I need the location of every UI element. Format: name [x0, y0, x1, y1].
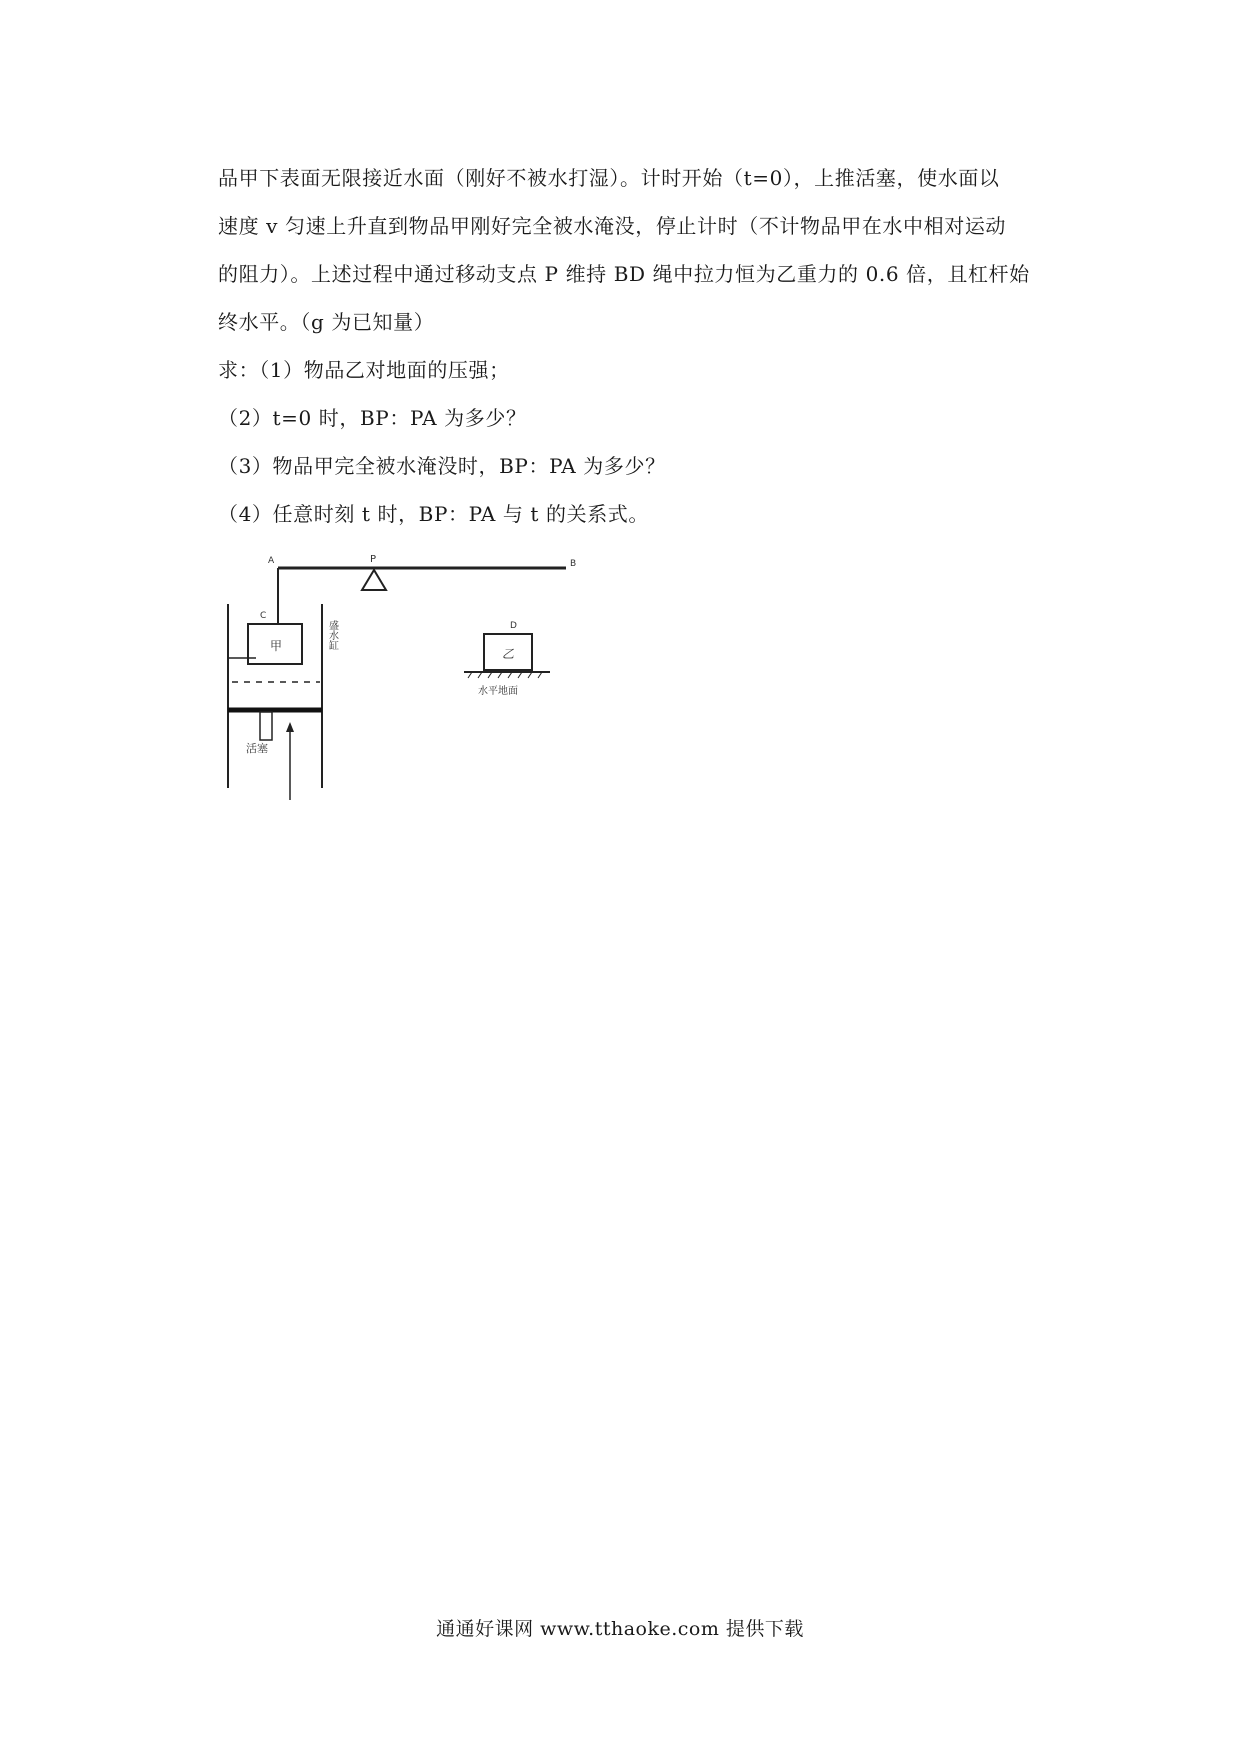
- problem-text: [218, 154, 1058, 538]
- label-piston: 活塞: [246, 742, 268, 755]
- question-2: （2）t=0 时，BP：PA 为多少？: [218, 406, 527, 430]
- lever-diagram-svg: [210, 548, 630, 800]
- paragraph-line: 品甲下表面无限接近水面（刚好不被水打湿）。计时开始（t=0），上推活塞，使水面以: [218, 166, 1000, 190]
- piston-rod: [260, 712, 272, 740]
- label-a: A: [268, 556, 275, 566]
- paragraph-line: 的阻力）。上述过程中通过移动支点 P 维持 BD 绳中拉力恒为乙重力的 0.6 倍，且杠杆始: [218, 262, 1030, 286]
- paragraph-line: 速度 v 匀速上升直到物品甲刚好完全被水淹没，停止计时（不计物品甲在水中相对运动: [218, 214, 1007, 238]
- question-1: 求：（1）物品乙对地面的压强；: [218, 358, 510, 382]
- label-d: D: [510, 621, 517, 631]
- lever-diagram: [210, 548, 630, 800]
- question-4: （4）任意时刻 t 时，BP：PA 与 t 的关系式。: [218, 502, 650, 526]
- fulcrum-triangle: [362, 570, 386, 590]
- label-tank: 盛水缸: [326, 620, 338, 650]
- label-b: B: [570, 559, 577, 569]
- arrow-head-icon: [286, 722, 294, 732]
- label-yi: 乙: [502, 647, 515, 661]
- question-3: （3）物品甲完全被水淹没时，BP：PA 为多少？: [218, 454, 666, 478]
- paragraph-line: 终水平。（g 为已知量）: [218, 310, 435, 334]
- label-c: C: [260, 611, 267, 621]
- problem-paragraph: [218, 154, 1058, 346]
- page-footer: 通通好课网 www.tthaoke.com 提供下载: [436, 1618, 804, 1640]
- label-jia: 甲: [270, 639, 283, 653]
- label-p: P: [370, 554, 377, 565]
- label-ground: 水平地面: [478, 686, 518, 697]
